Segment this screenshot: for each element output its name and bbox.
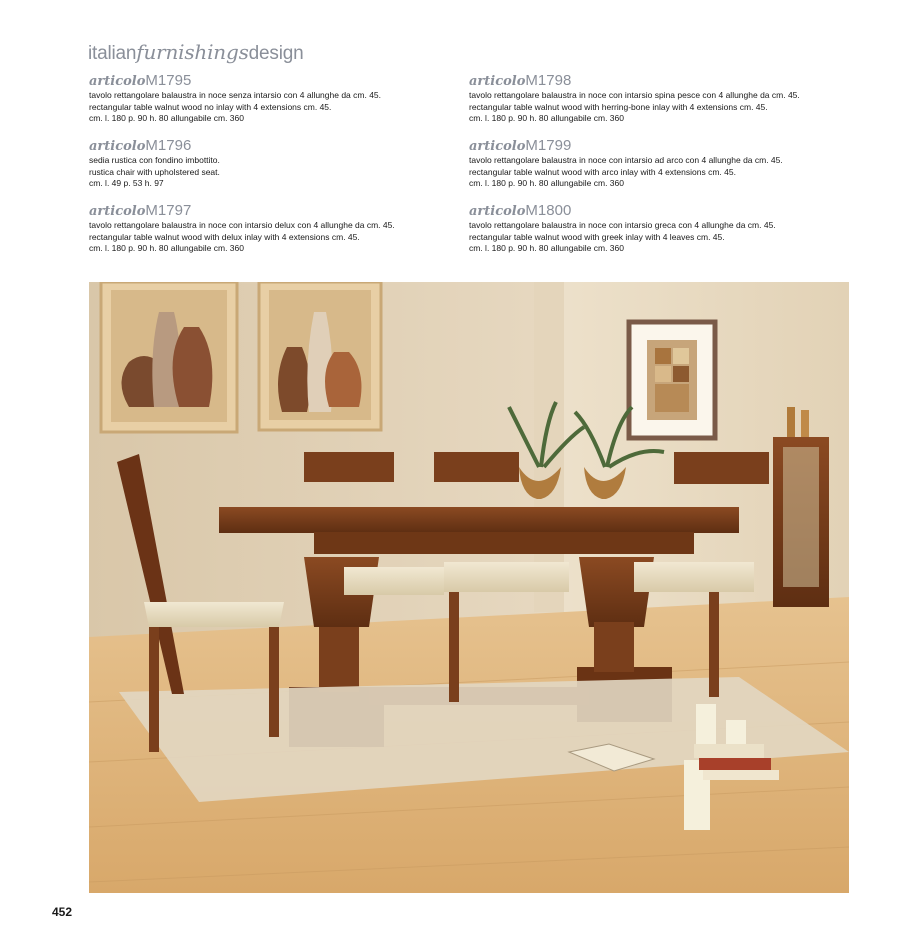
article-label: articolo xyxy=(89,204,146,219)
article-desc-en: rectangular table walnut wood with greek inlay with 4 leaves cm. 45. xyxy=(469,231,725,242)
article-heading xyxy=(89,72,489,90)
article-label: articolo xyxy=(469,204,526,219)
article-block xyxy=(469,72,869,137)
article-code: M1795 xyxy=(145,72,192,89)
article-label: articolo xyxy=(89,139,146,154)
article-heading xyxy=(469,202,869,220)
article-heading xyxy=(89,137,489,155)
article-desc-it: tavolo rettangolare balaustra in noce senza intarsio con 4 allunghe da cm. 45. xyxy=(89,90,382,100)
article-label: articolo xyxy=(469,74,526,89)
article-label: articolo xyxy=(469,139,526,154)
article-dimensions: cm. l. 180 p. 90 h. 80 allungabile cm. 360 xyxy=(89,243,244,253)
article-desc-it: tavolo rettangolare balaustra in noce con intarsio greca con 4 allunghe da cm. 45. xyxy=(469,220,776,230)
article-desc-en: rectangular table walnut wood no inlay with 4 extensions cm. 45. xyxy=(89,101,332,112)
article-desc-en: rectangular table walnut wood with arco inlay with 4 extensions cm. 45. xyxy=(469,166,736,177)
dining-room-photo xyxy=(89,282,849,893)
brand-script: furnishings xyxy=(136,40,249,64)
articles-column-right xyxy=(469,72,869,267)
article-code: M1800 xyxy=(525,202,572,219)
page-number: 452 xyxy=(52,905,73,919)
article-heading xyxy=(469,137,869,155)
article-code: M1799 xyxy=(525,137,572,154)
article-desc-en: rustica chair with upholstered seat. xyxy=(89,166,220,177)
article-desc-it: tavolo rettangolare balaustra in noce con intarsio spina pesce con 4 allunghe da cm. 45. xyxy=(469,90,800,100)
article-heading xyxy=(89,202,489,220)
article-dimensions: cm. l. 180 p. 90 h. 80 allungabile cm. 360 xyxy=(469,113,624,123)
article-label: articolo xyxy=(89,74,146,89)
brand-suffix: design xyxy=(248,43,304,64)
articles-column-left xyxy=(89,72,489,267)
article-block xyxy=(89,72,489,137)
brand-prefix: italian xyxy=(88,43,137,64)
article-dimensions: cm. l. 180 p. 90 h. 80 allungabile cm. 360 xyxy=(469,243,624,253)
article-dimensions: cm. l. 49 p. 53 h. 97 xyxy=(89,178,164,188)
article-block xyxy=(469,202,869,267)
article-dimensions: cm. l. 180 p. 90 h. 80 allungabile cm. 360 xyxy=(469,178,624,188)
brand-header xyxy=(88,40,303,65)
article-code: M1796 xyxy=(145,137,192,154)
article-desc-it: tavolo rettangolare balaustra in noce con intarsio ad arco con 4 allunghe da cm. 45. xyxy=(469,155,783,165)
article-block xyxy=(89,202,489,267)
article-dimensions: cm. l. 180 p. 90 h. 80 allungabile cm. 360 xyxy=(89,113,244,123)
article-code: M1798 xyxy=(525,72,572,89)
article-code: M1797 xyxy=(145,202,192,219)
article-block xyxy=(89,137,489,202)
article-heading xyxy=(469,72,869,90)
article-block xyxy=(469,137,869,202)
article-desc-it: tavolo rettangolare balaustra in noce con intarsio delux con 4 allunghe da cm. 45. xyxy=(89,220,395,230)
article-desc-en: rectangular table walnut wood with herring-bone inlay with 4 extensions cm. 45. xyxy=(469,101,768,112)
article-desc-it: sedia rustica con fondino imbottito. xyxy=(89,155,220,165)
article-desc-en: rectangular table walnut wood with delux inlay with 4 extensions cm. 45. xyxy=(89,231,360,242)
